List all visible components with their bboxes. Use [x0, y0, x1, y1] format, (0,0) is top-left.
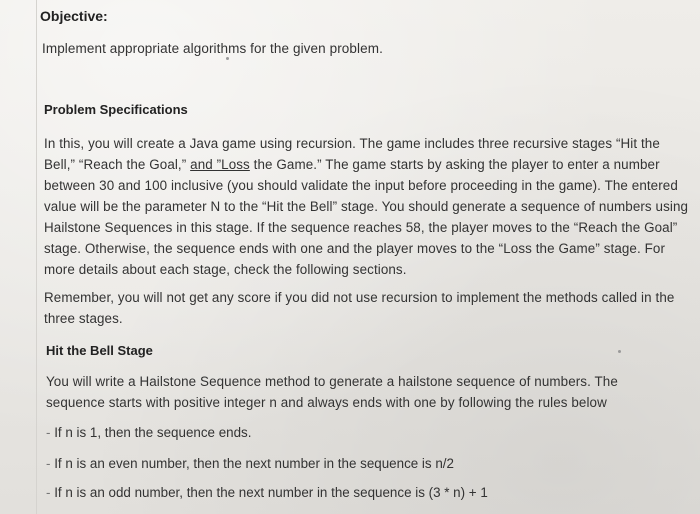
objective-text: Implement appropriate algorithms for the given problem.	[42, 41, 383, 56]
rule-dash: -	[46, 485, 55, 500]
rule-text: If n is an odd number, then the next number in the sequence is (3 * n) + 1	[54, 485, 488, 500]
rule-dash: -	[46, 425, 55, 440]
page-margin-line	[36, 0, 37, 514]
underlined-text: and ”Loss	[190, 157, 250, 172]
hit-the-bell-heading: Hit the Bell Stage	[46, 343, 153, 358]
rule-text: If n is an even number, then the next number in the sequence is n/2	[54, 456, 454, 471]
recursion-reminder-paragraph: Remember, you will not get any score if you did not use recursion to implement the methods called in the three stages.	[44, 290, 675, 326]
paragraph-text-start: In this, you will create a Java game using recursion. The game includes three recursive stages “Hit the Bell,” “Reach the Goal,”	[44, 136, 660, 172]
problem-specifications-heading: Problem Specifications	[44, 102, 188, 117]
speck	[226, 57, 229, 60]
speck	[618, 350, 621, 353]
rule-text: If n is 1, then the sequence ends.	[54, 425, 252, 440]
rule-item	[46, 485, 488, 500]
hailstone-description-paragraph: You will write a Hailstone Sequence method to generate a hailstone sequence of numbers. The sequence starts with positive integer n and always ends with one by following the rules below	[46, 374, 618, 410]
paragraph-text-end: the Game.” The game starts by asking the player to enter a number between 30 and 100 inclusive (you should validate the input before proceeding in the game). The entered value will be the parameter N to the “Hit the Bell” stage. You should generate a sequence of numbers using Hailstone Sequences in this stage. If the sequence reaches 58, the player moves to the “Reach the Goal” stage. Otherwise, the sequence ends with one and the player moves to the “Loss the Game” stage. For more details about each stage, check the following sections.	[44, 157, 689, 277]
rule-dash: -	[46, 456, 55, 471]
rule-item	[46, 425, 251, 440]
objective-heading: Objective:	[40, 8, 108, 24]
specification-paragraph	[44, 133, 694, 280]
rule-item	[46, 456, 454, 471]
